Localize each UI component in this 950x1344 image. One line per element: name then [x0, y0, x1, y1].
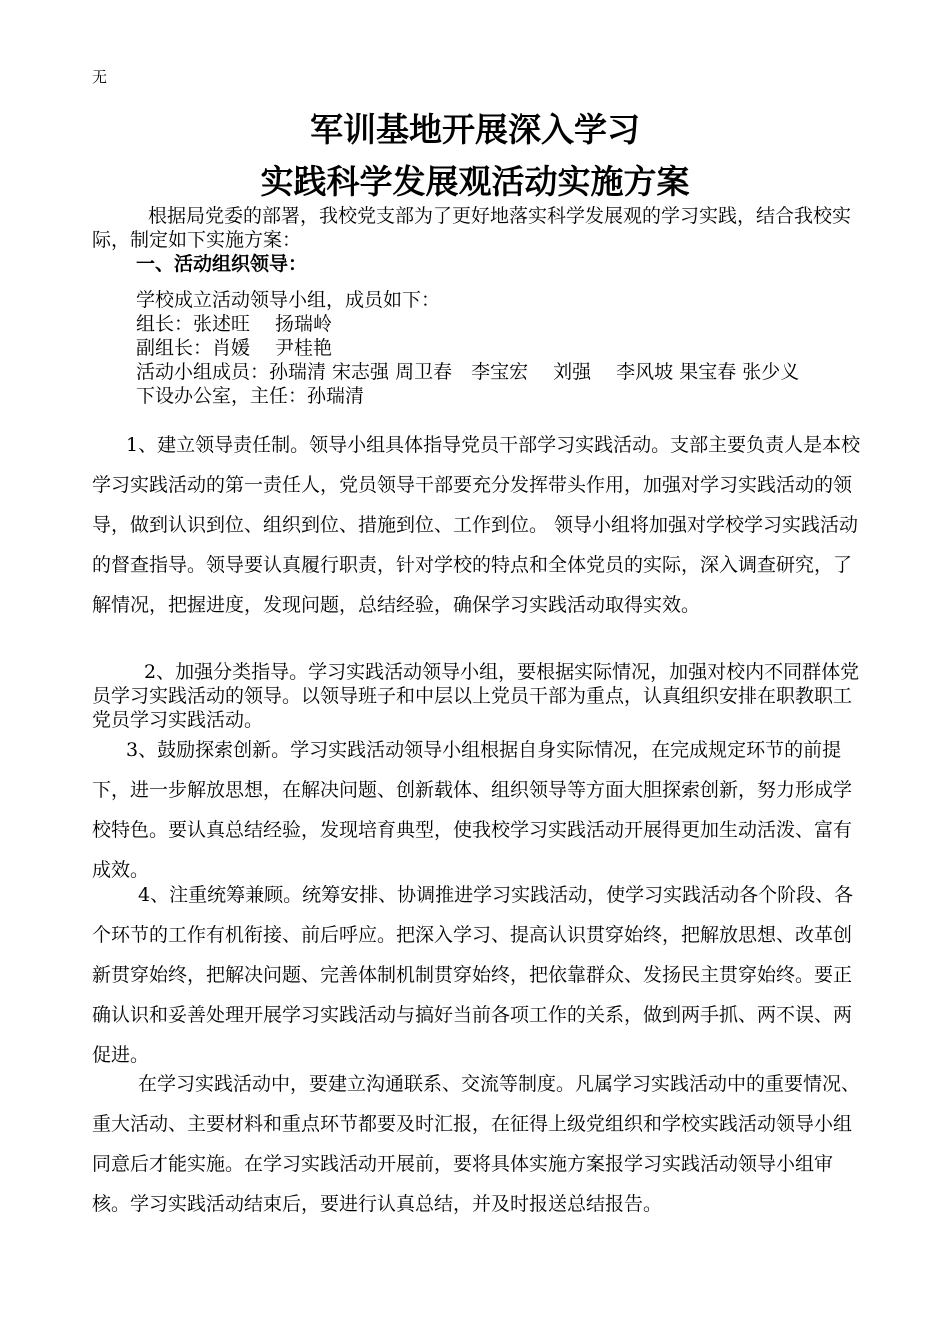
paragraph-2 [92, 660, 862, 732]
group-leader: 组长：张述旺 扬瑞岭 [136, 313, 333, 335]
document-title-line-2: 实践科学发展观活动实施方案 [260, 162, 690, 201]
group-intro: 学校成立活动领导小组，成员如下： [136, 289, 441, 311]
paragraph-4-text: 4、注重统筹兼顾。统筹安排、协调推进学习实践活动，使学习实践活动各个阶段、各个环节的工作有机衔接、前后呼应。把深入学习、提高认识贯穿始终，把解放思想、改革创新贯穿始终，把解决问题、完善体制机制贯穿始终，把依靠群众、发扬民主贯穿始终。要正确认识和妥善处理开展学习实践活动与搞好当前各项工作的关系，做到两手抓、两不误、两促进。 [92, 884, 854, 1066]
group-deputy: 副组长：肖媛 尹桂艳 [136, 337, 333, 359]
paragraph-5 [92, 1064, 862, 1224]
paragraph-3 [92, 730, 862, 890]
paragraph-1-text: 1、建立领导责任制。领导小组具体指导党员干部学习实践活动。支部主要负责人是本校学习实践活动的第一责任人，党员领导干部要充分发挥带头作用，加强对学习实践活动的领导，做到认识到位、组织到位、措施到位、工作到位。 领导小组将加强对学校学习实践活动的督查指导。领导要认真履行职责，针对学校的特点和全体党员的实际，深入调查研究，了解情况，把握进度，发现问题，总结经验，确保学习实践活动取得实效。 [92, 434, 861, 616]
intro-block [92, 204, 862, 276]
intro-paragraph: 根据局党委的部署，我校党支部为了更好地落实科学发展观的学习实践，结合我校实际，制定如下实施方案： [92, 205, 852, 251]
group-office: 下设办公室，主任：孙瑞清 [136, 385, 365, 407]
paragraph-2-text: 2、加强分类指导。学习实践活动领导小组，要根据实际情况，加强对校内不同群体党员学习实践活动的领导。以领导班子和中层以上党员干部为重点，认真组织安排在职教职工党员学习实践活动。 [92, 661, 860, 731]
group-block [92, 288, 862, 408]
paragraph-1 [92, 425, 862, 625]
section-heading: 一、活动组织领导： [136, 253, 308, 275]
paragraph-5-text: 在学习实践活动中，要建立沟通联系、交流等制度。凡属学习实践活动中的重要情况、重大活动、主要材料和重点环节都要及时汇报，在征得上级党组织和学校实践活动领导小组同意后才能实施。在学习实践活动开展前，要将具体实施方案报学习实践活动领导小组审核。学习实践活动结束后，要进行认真总结，并及时报送总结报告。 [92, 1073, 861, 1215]
header-mark: 无 [92, 68, 108, 86]
paragraph-4 [92, 875, 862, 1075]
document-title-line-1: 军训基地开展深入学习 [310, 110, 640, 149]
paragraph-3-text: 3、鼓励探索创新。学习实践活动领导小组根据自身实际情况，在完成规定环节的前提下，进一步解放思想，在解决问题、创新载体、组织领导等方面大胆探索创新，努力形成学校特色。要认真总结经验，发现培育典型，使我校学习实践活动开展得更加生动活泼、富有成效。 [92, 739, 853, 881]
group-members: 活动小组成员：孙瑞清 宋志强 周卫春 李宝宏 刘强 李风坡 果宝春 张少义 [136, 361, 800, 383]
